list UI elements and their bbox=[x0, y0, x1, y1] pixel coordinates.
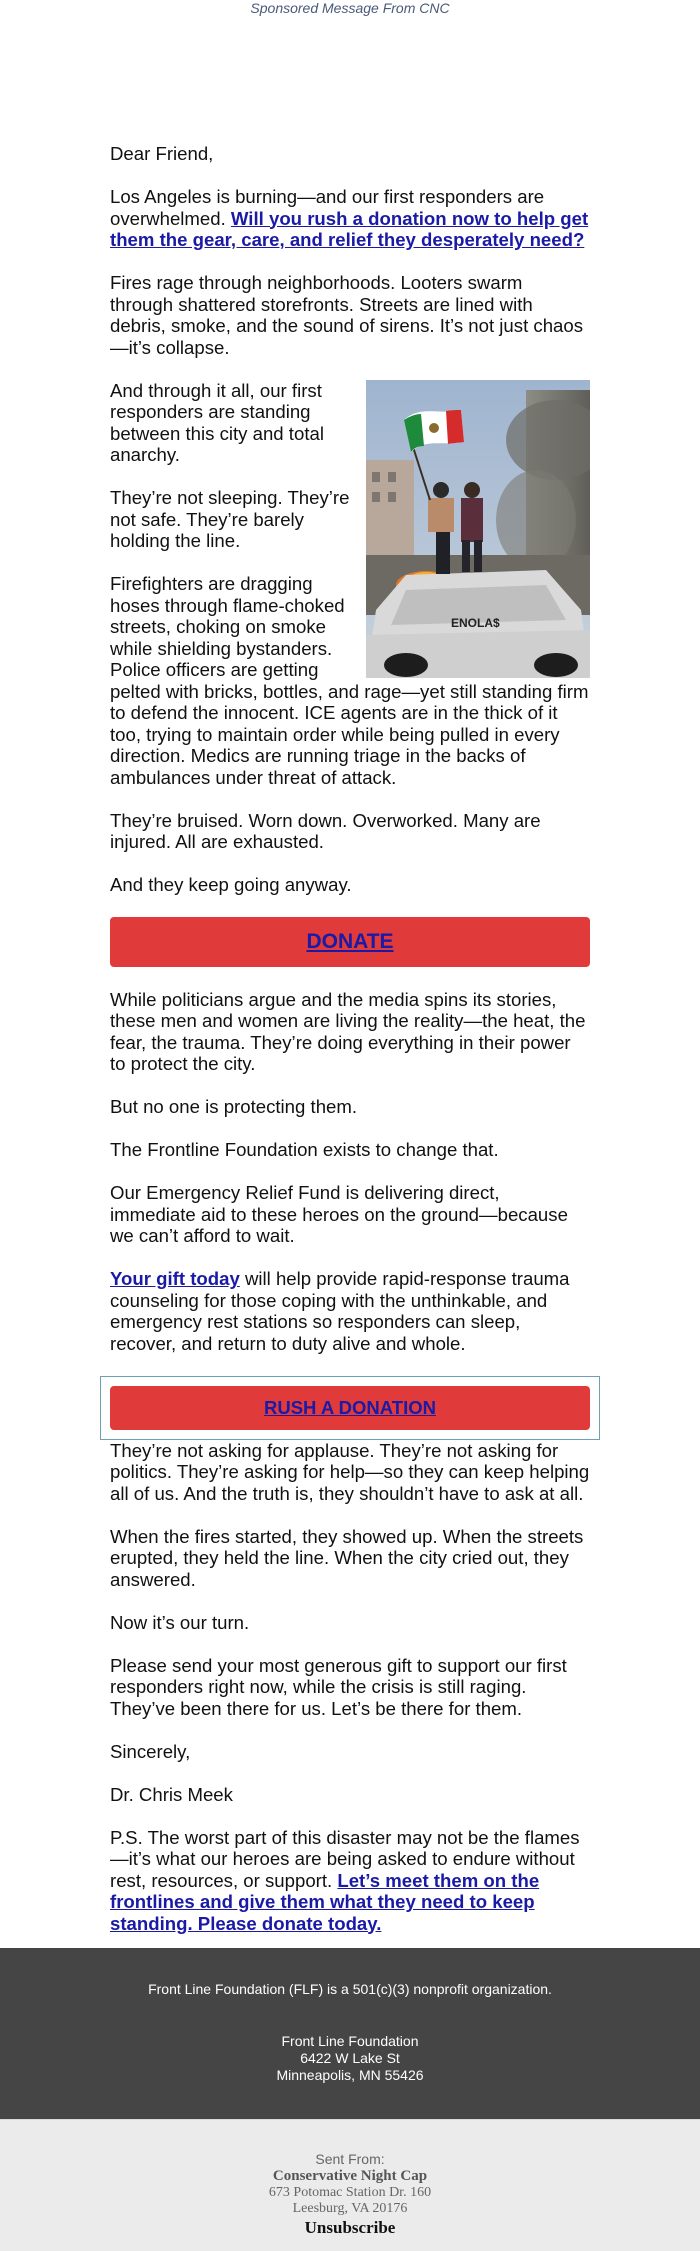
nonprofit-street: 6422 W Lake St bbox=[300, 2050, 400, 2066]
closing: Sincerely, bbox=[110, 1740, 191, 1762]
donation-link-intro[interactable]: Will you rush a donation now to help get them the gear, care, and relief they desperately need? bbox=[110, 207, 589, 250]
letter-body bbox=[110, 143, 590, 1956]
sender-name: Conservative Night Cap bbox=[272, 2168, 428, 2184]
signature: Dr. Chris Meek bbox=[110, 1783, 233, 1805]
paragraph-our-turn: Now it’s our turn. bbox=[110, 1611, 250, 1633]
sent-from-label: Sent From: bbox=[315, 2151, 385, 2167]
unsubscribe-link[interactable]: Unsubscribe bbox=[304, 2218, 396, 2237]
nonprofit-city: Minneapolis, MN 55426 bbox=[276, 2067, 424, 2083]
paragraph-not-sleeping: They’re not sleeping. They’re not safe. They’re barely holding the line. bbox=[110, 487, 350, 551]
sender-footer bbox=[0, 2119, 700, 2251]
paragraph-showed-up: When the fires started, they showed up. When the streets erupted, they held the line. When the city cried out, they answered. bbox=[110, 1525, 584, 1590]
nonprofit-statement: Front Line Foundation (FLF) is a 501(c)(3) nonprofit organization. bbox=[148, 1981, 552, 1997]
nonprofit-name: Front Line Foundation bbox=[281, 2033, 419, 2049]
donate-button-wrap bbox=[110, 917, 590, 967]
paragraph-no-one: But no one is protecting them. bbox=[110, 1096, 358, 1117]
sender-street: 673 Potomac Station Dr. 160 bbox=[268, 2185, 432, 2200]
paragraph-fires: Fires rage through neighborhoods. Looters swarm through shattered storefronts. Streets are lined with debris, smoke, and the sound of sirens. It’s not just chaos—it’s collapse. bbox=[110, 272, 584, 358]
sponsor-banner: Sponsored Message From CNC bbox=[250, 0, 450, 16]
paragraph-foundation: The Frontline Foundation exists to change that. bbox=[110, 1139, 499, 1160]
paragraph-politicians: While politicians argue and the media spins its stories, these men and women are living the reality—the heat, the fear, the trauma. They’re doing everything in their power to protect the city. bbox=[110, 988, 586, 1074]
greeting: Dear Friend, bbox=[110, 143, 214, 164]
sender-city: Leesburg, VA 20176 bbox=[292, 2201, 408, 2216]
ps-donation-link[interactable]: Let’s meet them on the frontlines and give them what they need to keep standing. Please donate today. bbox=[110, 1869, 540, 1934]
rush-button-frame bbox=[100, 1376, 600, 1440]
intro-text: Los Angeles is burning—and our first responders are overwhelmed. bbox=[110, 186, 545, 229]
paragraph-relief-fund: Our Emergency Relief Fund is delivering direct, immediate aid to these heroes on the ground—because we can’t afford to wait. bbox=[110, 1182, 568, 1246]
paragraph-bruised: They’re bruised. Worn down. Overworked. Many are injured. All are exhausted. bbox=[110, 809, 541, 852]
ps-text: P.S. The worst part of this disaster may not be the flames—it’s what our heroes are being asked to endure without rest, resources, or support. bbox=[110, 1826, 580, 1891]
postscript bbox=[110, 1827, 590, 1935]
donate-button[interactable]: DONATE bbox=[110, 917, 590, 967]
rush-donation-button[interactable]: RUSH A DONATION bbox=[110, 1386, 590, 1430]
svg-text:ENOLA$: ENOLA$ bbox=[451, 615, 500, 630]
paragraph-firefighters: Firefighters are dragging hoses through flame-choked streets, choking on smoke while shielding bystanders. Police officers are getting pelted with bricks, bottles, and rage—yet still standing firm to defend the innocent. ICE agents are in the thick of it too, trying to maintain order while being pulled in every direction. Medics are running triage in the backs of ambulances under threat of attack. bbox=[110, 573, 589, 788]
gift-text: will help provide rapid-response trauma counseling for those coping with the unthinkable, and emergency rest stations so responders can sleep, recover, and return to duty alive and whole. bbox=[110, 1268, 570, 1354]
paragraph-anarchy: And through it all, our first responders are standing between this city and total anarchy. bbox=[110, 379, 324, 465]
paragraph-keep-going: And they keep going anyway. bbox=[110, 874, 352, 895]
protest-photo bbox=[366, 380, 590, 678]
gift-link[interactable]: Your gift today bbox=[110, 1268, 240, 1289]
nonprofit-footer bbox=[0, 1948, 700, 2119]
paragraph-applause: They’re not asking for applause. They’re not asking for politics. They’re asking for help—so they can keep helping all of us. And the truth is, they shouldn’t have to ask at all. bbox=[110, 1439, 590, 1504]
paragraph-intro bbox=[110, 186, 590, 251]
paragraph-gift bbox=[110, 1268, 590, 1354]
paragraph-generous-gift: Please send your most generous gift to support our first responders right now, while the crisis is still raging. They’ve been there for us. Let’s be there for them. bbox=[110, 1654, 567, 1719]
nonprofit-address bbox=[0, 2033, 700, 2084]
